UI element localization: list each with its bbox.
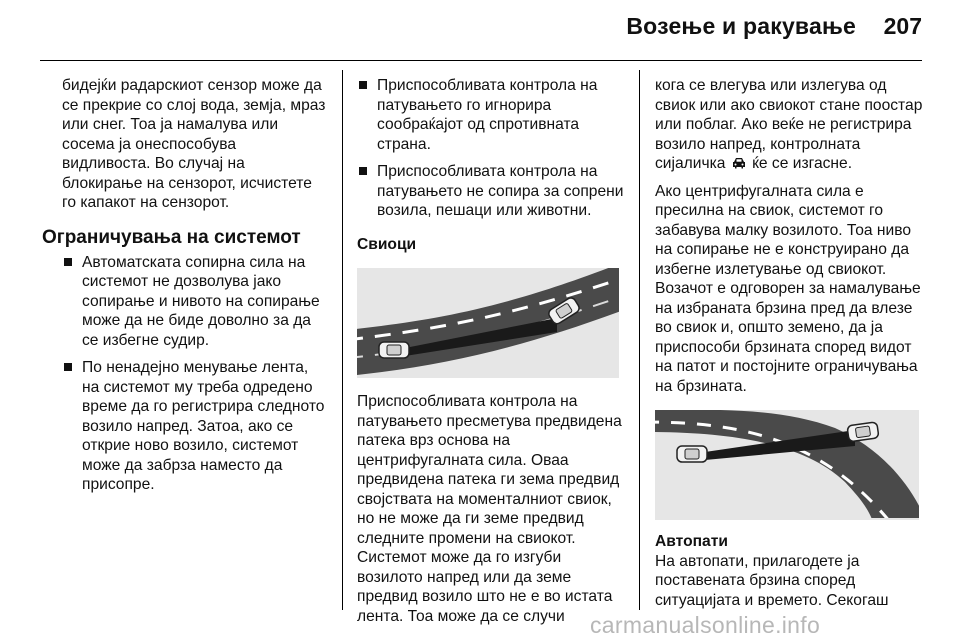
subsection-heading: Автопати: [655, 533, 728, 550]
bullet-text: По ненадејно менување лента, на системот му треба одредено време да го регистрира следното возило напред. Затоа, ако се открие ново возило, системот може да забрза наместо да присопре.: [82, 359, 325, 493]
bullet-icon: [64, 258, 72, 266]
page-number: 207: [883, 13, 922, 39]
bullet-icon: [359, 167, 367, 175]
bullet-item: [357, 162, 625, 221]
section-title: Возење и ракување: [626, 13, 856, 39]
bullet-icon: [64, 363, 72, 371]
car-front-icon: [732, 155, 746, 167]
column-1: [42, 76, 328, 503]
bullet-item: [62, 358, 328, 495]
curve-illustration: [655, 410, 919, 520]
paragraph-text: ќе се изгасне.: [752, 155, 853, 172]
bullet-icon: [359, 81, 367, 89]
column-divider: [342, 70, 343, 610]
subsection-heading: Свиоци: [357, 235, 417, 253]
paragraph: На автопати, прилагодете ја поставената брзина според ситуацијата и времето. Секогаш: [655, 552, 889, 609]
column-divider: [639, 70, 640, 610]
paragraph-text: кога се влегува или излегува од свиок или ако свиокот стане поостар или поблаг. Ако веќе не регистрира возило напред, контролната сијаличка: [655, 77, 923, 172]
paragraph: Ако центрифугалната сила е пресилна на свиок, системот го забавува малку возилото. Тоа ниво на сопирање не е конструирано да избегне излетување од свиокот. Возачот е одговорен за намалување на избраната брзина пред да влезе во свиок и, општо земено, да ја приспособи брзината според видот на патот и постојните ограничувања на брзината.: [655, 182, 921, 395]
bullet-item: [357, 76, 625, 154]
paragraph: Приспособливата контрола на патувањето пресметува предвидена патека врз основа на центрифугалната сила. Оваа предвидена патека ги зема предвид својствата на моменталниот свиок, но не може да ги земе предвид следните промени на свиокот. Системот може да го изгуби возилото напред или да земе предвид возило што не е во истата лента. Тоа може да се случи: [357, 393, 622, 625]
curve-illustration: [357, 268, 619, 378]
column-3: [655, 76, 928, 610]
bullet-item: [62, 253, 328, 351]
bullet-text: Приспособливата контрола на патувањето го игнорира сообраќајот од спротивната страна.: [377, 77, 598, 153]
column-2: [357, 76, 625, 626]
section-heading: Ограничувања на системот: [42, 226, 301, 248]
header-divider: [40, 60, 922, 61]
paragraph: бидејќи радарскиот сензор може да се прекрие со слој вода, земја, мраз или снег. Тоа ја намалува или сосема ја онеспособува видливоста. Во случај на блокирање на сензорот, исчистете го капакот на сензорот.: [62, 77, 326, 211]
watermark: carmanualsonline.info: [590, 612, 821, 638]
page-header: [0, 0, 960, 52]
bullet-text: Автоматската сопирна сила на системот не дозволува јако сопирање и нивото на сопирање може да не биде доволно за да се избегне судир.: [82, 253, 320, 349]
bullet-text: Приспособливата контрола на патувањето не сопира за сопрени возила, пешаци или животни.: [377, 163, 624, 219]
paragraph: [655, 76, 928, 174]
